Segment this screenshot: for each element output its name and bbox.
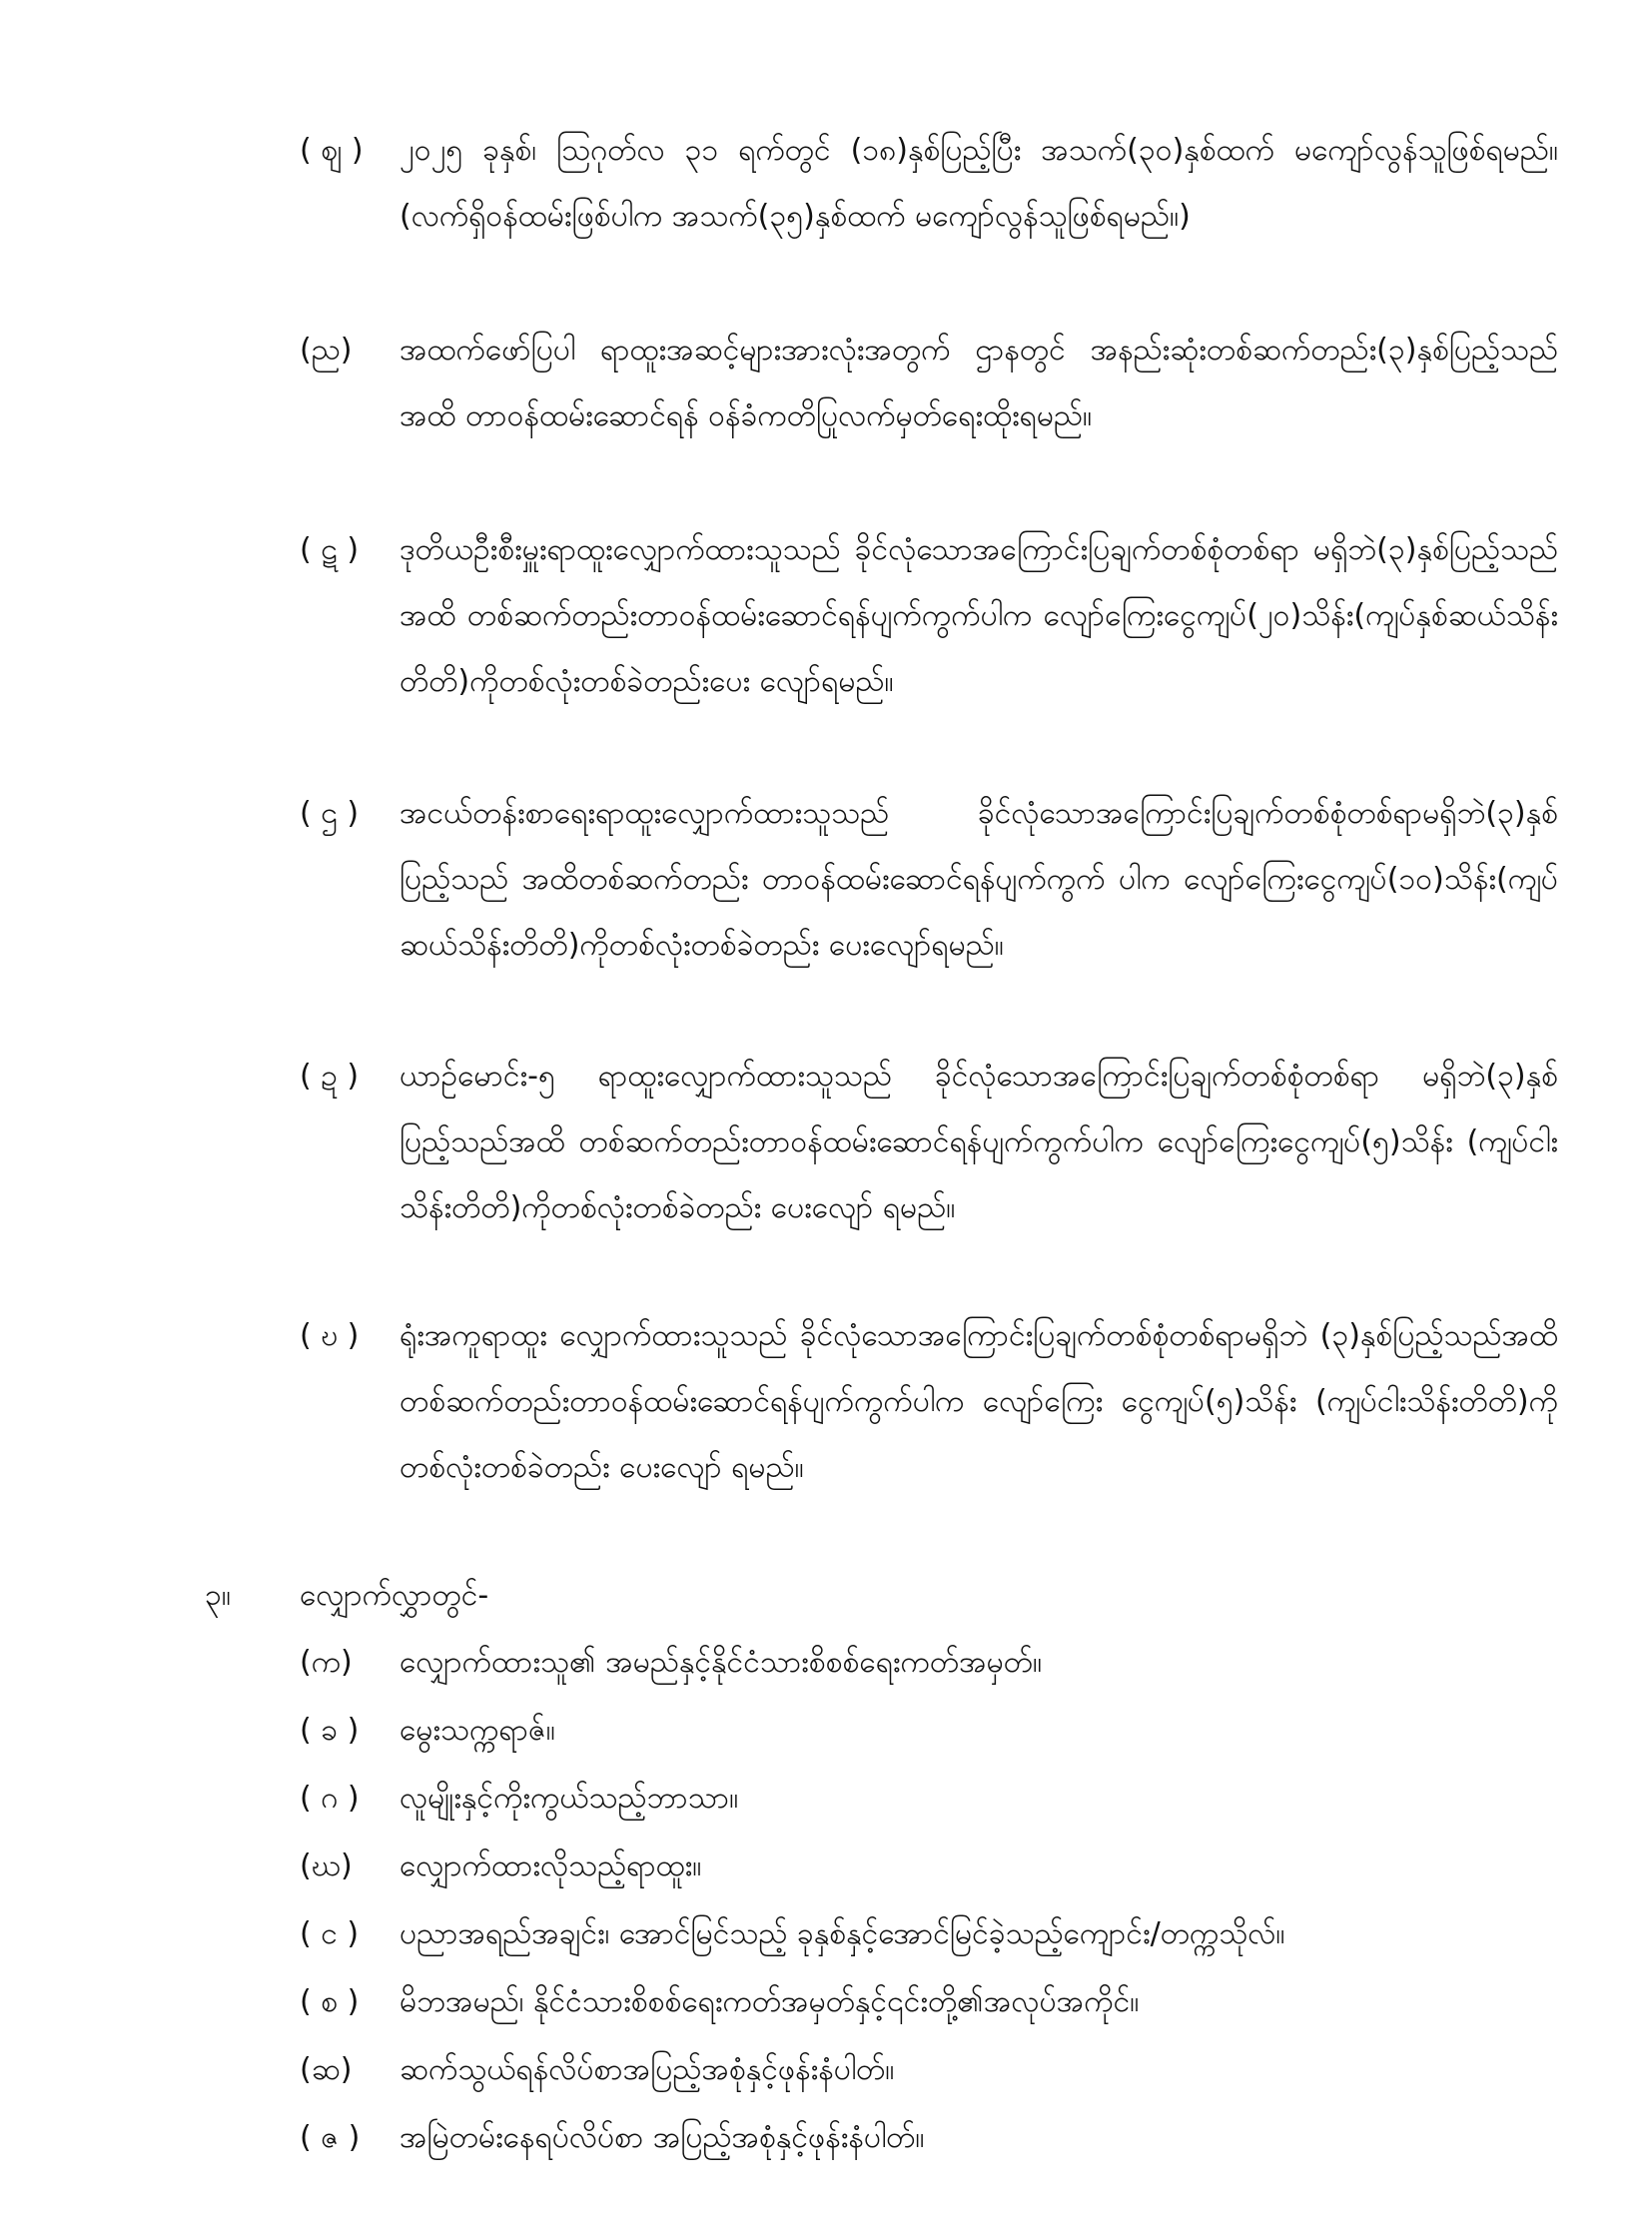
clause-text: ယာဉ်မောင်း-၅ ရာထူးလျှောက်ထားသူသည် ခိုင်လုံသောအကြောင်းပြချက်တစ်စုံတစ်ရာ မရှိဘဲ(၃)နှစ်ပြည့်သည်အထိ တစ်ဆက်တည်းတာဝန်ထမ်းဆောင်ရန်ပျက်ကွက်ပါက လျော်ကြေးငွေကျပ်(၅)သိန်း (ကျပ်ငါးသိန်းတိတိ)ကိုတစ်လုံးတစ်ခဲတည်း ပေးလျော် ရမည်။ xyxy=(400,1059,1558,1225)
list-marker: ( စ ) xyxy=(300,1984,360,2019)
clause-marker: ( ဎ ) xyxy=(300,1318,360,1353)
list-text: လျှောက်ထားလိုသည့်ရာထူး။ xyxy=(400,1849,702,1883)
list-text: အမြဲတမ်းနေရပ်လိပ်စာ အပြည့်အစုံနှင့်ဖုန်းနံပါတ်။ xyxy=(400,2120,925,2155)
clause-text: ရုံးအကူရာထူး လျှောက်ထားသူသည် ခိုင်လုံသောအကြောင်းပြချက်တစ်စုံတစ်ရာမရှိဘဲ (၃)နှစ်ပြည့်သည်အထိ တစ်ဆက်တည်းတာဝန်ထမ်းဆောင်ရန်ပျက်ကွက်ပါက လျော်ကြေး ငွေကျပ်(၅)သိန်း (ကျပ်ငါးသိန်းတိတိ)ကိုတစ်လုံးတစ်ခဲတည်း ပေးလျော် ရမည်။ xyxy=(400,1318,1558,1485)
list-text: ဆက်သွယ်ရန်လိပ်စာအပြည့်အစုံနှင့်ဖုန်းနံပါတ်။ xyxy=(400,2052,895,2087)
clause-text: အထက်ဖော်ပြပါ ရာထူးအဆင့်များအားလုံးအတွက် ဌာနတွင် အနည်းဆုံးတစ်ဆက်တည်း(၃)နှစ်ပြည့်သည်အထိ တာဝန်ထမ်းဆောင်ရန် ဝန်ခံကတိပြုလက်မှတ်ရေးထိုးရမည်။ xyxy=(400,333,1558,433)
list-text: လျှောက်ထားသူ၏ အမည်နှင့်နိုင်ငံသားစိစစ်ရေးကတ်အမှတ်။ xyxy=(400,1645,1043,1680)
list-text: ပညာအရည်အချင်း၊ အောင်မြင်သည့် ခုနှစ်နှင့်အောင်မြင်ခဲ့သည့်ကျောင်း/တက္ကသိုလ်။ xyxy=(400,1916,1285,1951)
list-text: မွေးသက္ကရာဇ်။ xyxy=(400,1713,555,1748)
list-text: မိဘအမည်၊ နိုင်ငံသားစိစစ်ရေးကတ်အမှတ်နှင့်၎င်းတို့၏အလုပ်အကိုင်။ xyxy=(400,1984,1140,2019)
list-marker: (ဆ) xyxy=(300,2052,353,2087)
clause-marker: ( ဋ ) xyxy=(300,532,360,567)
list-text: လူမျိုးနှင့်ကိုးကွယ်သည့်ဘာသာ။ xyxy=(400,1781,739,1816)
clause-text: အငယ်တန်းစာရေးရာထူးလျှောက်ထားသူသည် ခိုင်လုံသောအကြောင်းပြချက်တစ်စုံတစ်ရာမရှိဘဲ(၃)နှစ်ပြည့်သည် အထိတစ်ဆက်တည်း တာဝန်ထမ်းဆောင်ရန်ပျက်ကွက် ပါက လျော်ကြေးငွေကျပ်(၁၀)သိန်း(ကျပ်ဆယ်သိန်းတိတိ)ကိုတစ်လုံးတစ်ခဲတည်း ပေးလျော်ရမည်။ xyxy=(400,796,1558,963)
list-marker: (က) xyxy=(300,1645,353,1680)
list-marker: ( ခ ) xyxy=(300,1713,360,1748)
clause-marker: ( ဍ ) xyxy=(300,1059,360,1094)
section-heading: လျှောက်လွှာတွင်- xyxy=(300,1578,489,1613)
clause-text: ၂၀၂၅ ခုနှစ်၊ ဩဂုတ်လ ၃၁ ရက်တွင် (၁၈)နှစ်ပြည့်ပြီး အသက်(၃၀)နှစ်ထက် မကျော်လွန်သူဖြစ်ရမည်။(လက်ရှိဝန်ထမ်းဖြစ်ပါက အသက်(၃၅)နှစ်ထက် မကျော်လွန်သူဖြစ်ရမည်။) xyxy=(400,133,1558,234)
clause-marker: ( ဈ ) xyxy=(300,133,364,168)
clause-marker: (ည) xyxy=(300,333,353,368)
section-number: ၃။ xyxy=(205,1578,231,1613)
list-marker: (ဃ) xyxy=(300,1849,353,1883)
list-marker: ( ဇ ) xyxy=(300,2120,361,2155)
list-marker: ( င ) xyxy=(300,1916,360,1951)
list-marker: ( ဂ ) xyxy=(300,1781,360,1816)
clause-marker: ( ဌ ) xyxy=(300,796,360,831)
clause-text: ဒုတိယဦးစီးမှူးရာထူးလျှောက်ထားသူသည် ခိုင်လုံသောအကြောင်းပြချက်တစ်စုံတစ်ရာ မရှိဘဲ(၃)နှစ်ပြည့်သည်အထိ တစ်ဆက်တည်းတာဝန်ထမ်းဆောင်ရန်ပျက်ကွက်ပါက လျော်ကြေးငွေကျပ်(၂၀)သိန်း(ကျပ်နှစ်ဆယ်သိန်းတိတိ)ကိုတစ်လုံးတစ်ခဲတည်းပေး လျော်ရမည်။ xyxy=(400,532,1558,699)
